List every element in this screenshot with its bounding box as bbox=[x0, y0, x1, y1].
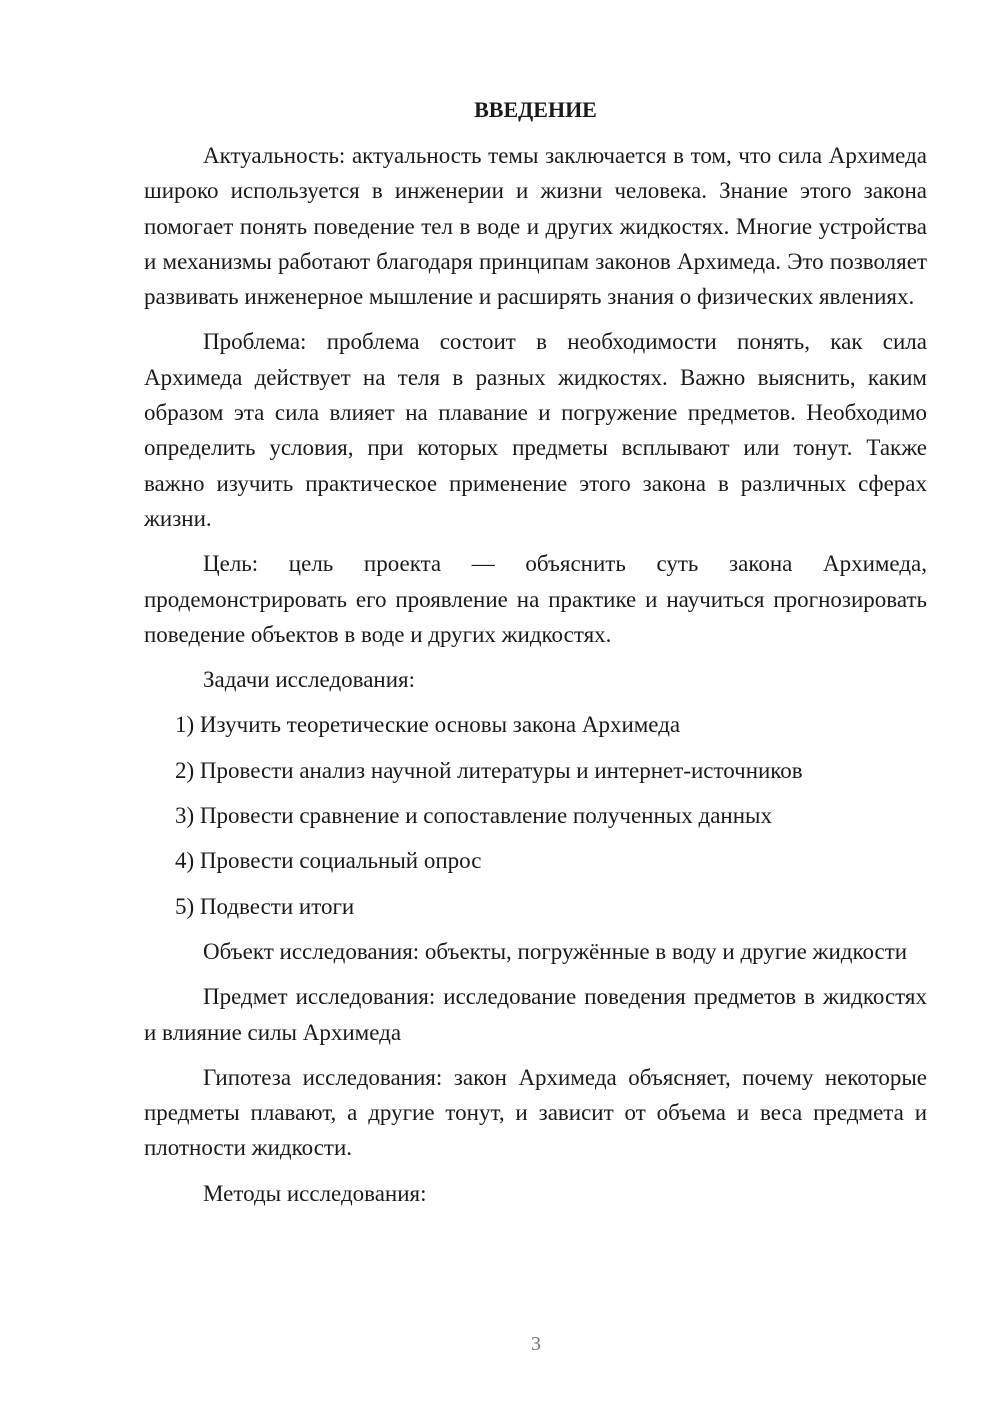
paragraph-subject: Предмет исследования: исследование поведения предметов в жидкостях и влияние силы Архимеда bbox=[144, 984, 927, 1045]
tasks-heading: Задачи исследования: bbox=[203, 667, 416, 693]
paragraph-problem: Проблема: проблема состоит в необходимости понять, как сила Архимеда действует на теля в разных жидкостях. Важно выяснить, каким образом эта сила влияет на плавание и погружение предметов. Необходимо определить условия, при которых предметы всплывают или тонут. Также важно изучить практическое применение этого закона в различных сферах жизни. bbox=[144, 329, 927, 531]
methods-heading: Методы исследования: bbox=[203, 1180, 427, 1206]
list-item: 4) Провести социальный опрос bbox=[175, 848, 482, 874]
paragraph-goal: Цель: цель проекта — объяснить суть закона Архимеда, продемонстрировать его проявление на практике и научиться прогнозировать поведение объектов в воде и других жидкостях. bbox=[144, 551, 927, 647]
list-item: 3) Провести сравнение и сопоставление полученных данных bbox=[175, 803, 772, 829]
paragraph-hypothesis: Гипотеза исследования: закон Архимеда объясняет, почему некоторые предметы плавают, а другие тонут, и зависит от объема и веса предмета и плотности жидкости. bbox=[144, 1064, 927, 1161]
paragraph-relevance: Актуальность: актуальность темы заключается в том, что сила Архимеда широко используется в инженерии и жизни человека. Знание этого закона помогает понять поведение тел в воде и других жидкостях. Многие устройства и механизмы работают благодаря принципам законов Архимеда. Это позволяет развивать инженерное мышление и расширять знания о физических явлениях. bbox=[144, 143, 927, 310]
paragraph-object: Объект исследования: объекты, погружённые в воду и другие жидкости bbox=[203, 938, 908, 964]
page-content bbox=[144, 92, 927, 1221]
tasks-list bbox=[144, 707, 927, 923]
list-item: 5) Подвести итоги bbox=[175, 893, 355, 919]
page-number: 3 bbox=[531, 1333, 541, 1355]
list-item: 1) Изучить теоретические основы закона Архимеда bbox=[175, 712, 681, 738]
list-item: 2) Провести анализ научной литературы и интернет-источников bbox=[175, 757, 803, 783]
page-title: ВВЕДЕНИЕ bbox=[474, 97, 597, 122]
